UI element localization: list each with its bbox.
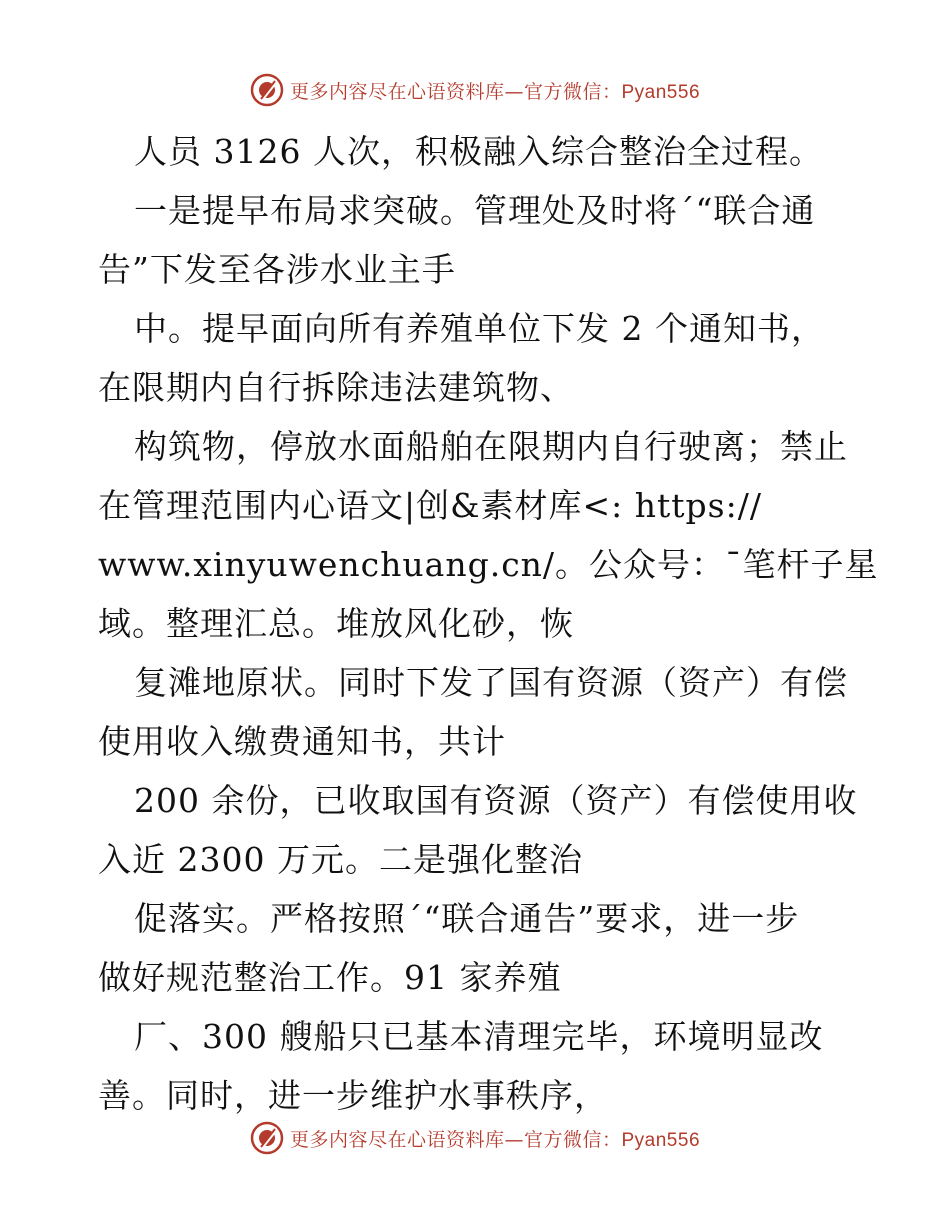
text-line: 善。同时，进一步维护水事秩序， xyxy=(98,1076,608,1115)
quill-pen-logo-icon xyxy=(250,1121,284,1155)
text-line: 做好规范整治工作。91 家养殖 xyxy=(98,958,562,997)
watermark-official-label: 官方微信： xyxy=(523,1128,622,1151)
text-line: 构筑物，停放水面船舶在限期内自行驶离；禁止 xyxy=(134,427,848,466)
text-line: 在限期内自行拆除违法建筑物、 xyxy=(98,368,574,407)
footer-watermark xyxy=(0,1118,950,1158)
text-line: 中。提早面向所有养殖单位下发 2 个通知书， xyxy=(134,309,825,348)
document-body xyxy=(98,122,879,1125)
watermark-account: Pyan556 xyxy=(621,1129,701,1151)
text-line: 促落实。严格按照´“联合通告”要求，进一步 xyxy=(134,899,800,938)
text-line: 厂、300 艘船只已基本清理完毕，环境明显改 xyxy=(134,1017,824,1056)
text-line: www.xinyuwenchuang.cn/。公众号：¯笔杆子星 xyxy=(98,545,879,584)
text-line: 人员 3126 人次，积极融入综合整治全过程。 xyxy=(134,132,823,171)
text-line: 复滩地原状。同时下发了国有资源（资产）有偿 xyxy=(134,663,848,702)
text-line: 入近 2300 万元。二是强化整治 xyxy=(98,840,583,879)
watermark-dash: — xyxy=(504,1128,524,1151)
text-line: 告”下发至各涉水业主手 xyxy=(98,250,456,289)
text-line: 域。整理汇总。堆放风化砂，恢 xyxy=(98,604,574,643)
watermark-dash: — xyxy=(504,80,524,103)
text-line: 在管理范围内心语文|创&素材库<: https:// xyxy=(98,486,762,525)
watermark-account: Pyan556 xyxy=(621,81,701,103)
watermark-official-label: 官方微信： xyxy=(523,80,622,103)
watermark-site-text: 更多内容尽在心语资料库 xyxy=(289,1128,505,1151)
text-line: 一是提早布局求突破。管理处及时将´“联合通 xyxy=(134,191,816,230)
header-watermark xyxy=(0,70,950,110)
quill-pen-logo-icon xyxy=(250,73,284,107)
text-line: 使用收入缴费通知书，共计 xyxy=(98,722,506,761)
text-line: 200 余份，已收取国有资源（资产）有偿使用收 xyxy=(134,781,858,820)
watermark-site-text: 更多内容尽在心语资料库 xyxy=(289,80,505,103)
